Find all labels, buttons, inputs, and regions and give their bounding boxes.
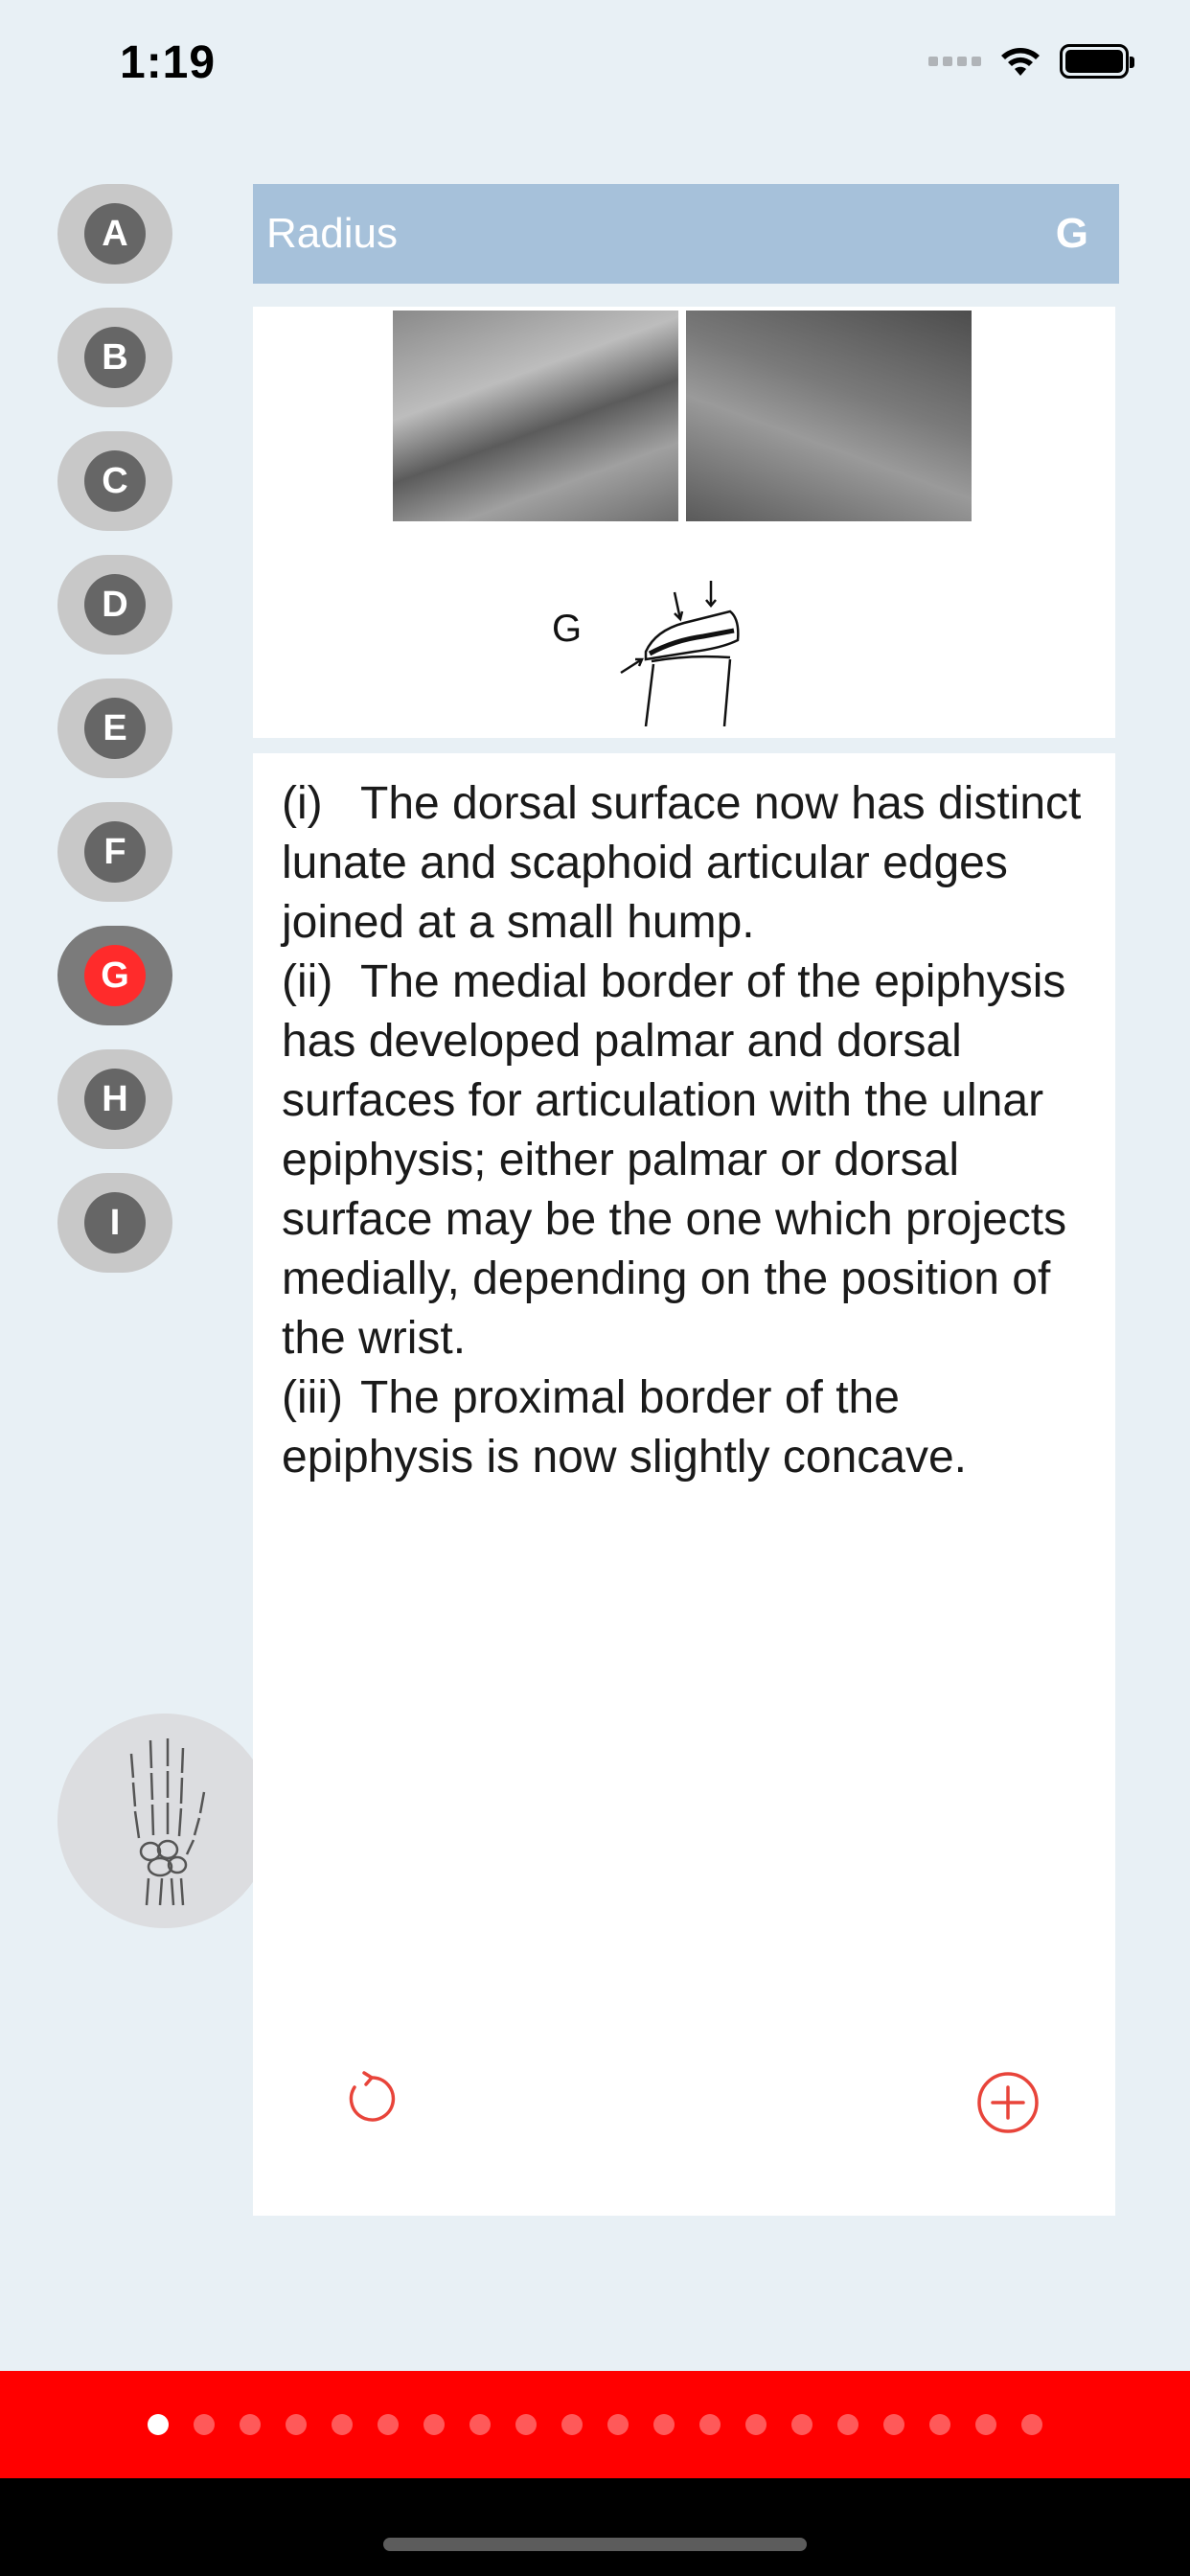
paragraph-body: The proximal border of the epiphysis is now slightly concave. — [282, 1372, 968, 1483]
page-dot[interactable] — [469, 2414, 491, 2435]
stage-letter: H — [84, 1069, 146, 1130]
page-dot[interactable] — [791, 2414, 812, 2435]
home-area — [0, 2478, 1190, 2576]
stage-indicator: G — [1055, 210, 1088, 257]
epiphysis-diagram — [617, 535, 761, 726]
stage-button-g[interactable] — [57, 926, 172, 1025]
stage-letter: D — [84, 574, 146, 635]
stage-button-i[interactable] — [57, 1173, 172, 1273]
home-indicator[interactable] — [383, 2538, 807, 2551]
page-dot[interactable] — [148, 2414, 169, 2435]
description-paragraph — [282, 1368, 1087, 1487]
paragraph-number: (ii) — [282, 956, 333, 1007]
page-dot[interactable] — [929, 2414, 950, 2435]
status-time: 1:19 — [120, 37, 217, 88]
paragraph-body: The medial border of the epiphysis has developed palmar and dorsal surfaces for articulation with the ulnar epiphysis; either palmar or dorsal surface may be the one which projects medially, depending on the position of the wrist. — [282, 956, 1067, 1364]
stage-letter: C — [84, 450, 146, 512]
bone-header — [253, 184, 1119, 284]
add-circle-icon[interactable] — [975, 2070, 1041, 2135]
stage-button-d[interactable] — [57, 555, 172, 655]
page-dot[interactable] — [561, 2414, 583, 2435]
stage-button-e[interactable] — [57, 678, 172, 778]
reset-icon[interactable] — [343, 2070, 400, 2128]
stage-button-b[interactable] — [57, 308, 172, 407]
bone-title: Radius — [266, 210, 398, 257]
stage-letter-list — [57, 184, 172, 1297]
page-dot[interactable] — [699, 2414, 721, 2435]
description-panel — [253, 753, 1115, 2216]
hand-skeleton-icon — [112, 1735, 217, 1907]
stage-button-c[interactable] — [57, 431, 172, 531]
status-indicators — [928, 44, 1129, 79]
battery-icon — [1060, 44, 1129, 79]
page-dot[interactable] — [332, 2414, 353, 2435]
page-dot[interactable] — [286, 2414, 307, 2435]
xray-image-panel — [253, 307, 1115, 738]
stage-letter: B — [84, 327, 146, 388]
diagram-label: G — [552, 608, 583, 650]
page-dot[interactable] — [653, 2414, 675, 2435]
description-paragraph — [282, 774, 1087, 953]
page-dot[interactable] — [745, 2414, 767, 2435]
cellular-signal-icon — [928, 57, 981, 66]
xray-image-left — [393, 310, 678, 521]
stage-letter: G — [84, 945, 146, 1006]
page-dot[interactable] — [378, 2414, 399, 2435]
page-dot[interactable] — [837, 2414, 858, 2435]
paragraph-number: (iii) — [282, 1372, 343, 1423]
xray-image-right — [686, 310, 972, 521]
description-text — [253, 753, 1115, 1487]
stage-letter: I — [84, 1192, 146, 1254]
paragraph-body: The dorsal surface now has distinct lunate and scaphoid articular edges joined at a small hump. — [282, 778, 1082, 948]
page-dot[interactable] — [883, 2414, 904, 2435]
description-paragraph — [282, 953, 1087, 1368]
page-dot[interactable] — [194, 2414, 215, 2435]
page-indicator — [0, 2371, 1190, 2478]
page-dot[interactable] — [423, 2414, 445, 2435]
stage-button-f[interactable] — [57, 802, 172, 902]
page-dot[interactable] — [607, 2414, 629, 2435]
stage-button-h[interactable] — [57, 1049, 172, 1149]
stage-letter: E — [84, 698, 146, 759]
page-dot[interactable] — [515, 2414, 537, 2435]
hand-skeleton-button[interactable] — [57, 1714, 272, 1928]
stage-letter: A — [84, 203, 146, 264]
page-dot[interactable] — [240, 2414, 261, 2435]
stage-button-a[interactable] — [57, 184, 172, 284]
page-dot[interactable] — [975, 2414, 996, 2435]
stage-letter: F — [84, 821, 146, 883]
page-dot[interactable] — [1021, 2414, 1042, 2435]
status-bar — [0, 0, 1190, 134]
paragraph-number: (i) — [282, 778, 323, 829]
wifi-icon — [998, 45, 1042, 78]
